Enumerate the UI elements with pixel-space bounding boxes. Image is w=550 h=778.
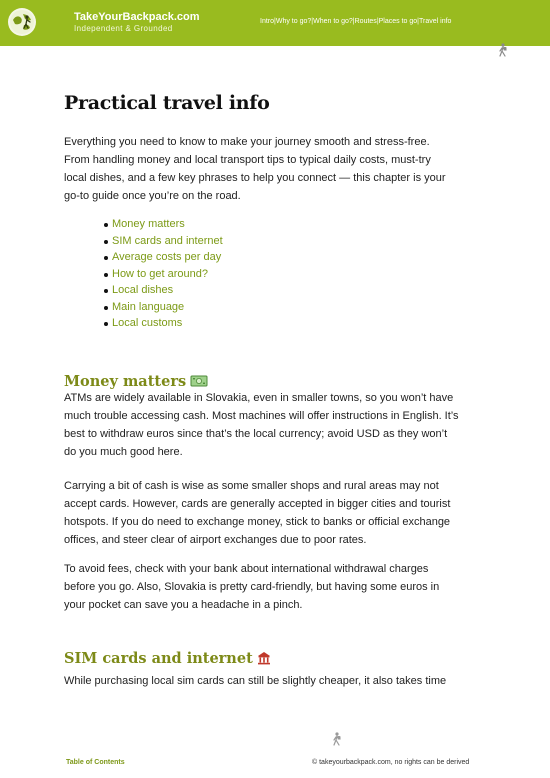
page-header [0,0,550,46]
text-line: offices, and steer clear of airport exchanges due to poor rates. [64,534,367,546]
brand-tagline: Independent & Grounded [74,24,173,33]
money-paragraph [64,560,496,614]
text-line: your pocket can save you a headache in a pinch. [64,599,303,611]
text-line: much trouble accessing cash. Most machines will offer instructions in English. It’s [64,410,459,422]
intro-paragraph [64,133,496,205]
nav-item-routes[interactable]: Routes [354,18,377,25]
sim-paragraph [64,672,496,690]
nav-item-places-to-go[interactable]: Places to go [378,18,418,25]
hiker-icon [497,43,509,57]
nav-item-intro[interactable]: Intro [260,18,275,25]
toc-link-main-language[interactable]: Main language [104,299,223,316]
nav-item-when-to-go[interactable]: When to go? [313,18,353,25]
nav-separator: | [311,18,314,25]
text-line: ATMs are widely available in Slovakia, even in smaller towns, so you won’t have [64,392,454,404]
text-line: Carrying a bit of cash is wise as some smaller shops and rural areas may not [64,480,439,492]
toc-link-average-costs[interactable]: Average costs per day [104,249,223,266]
top-nav [260,18,451,25]
text-line: do you much good here. [64,446,183,458]
toc-link-money-matters[interactable]: Money matters [104,216,223,233]
text-line: before you go. Also, Slovakia is pretty card-friendly, but having some euros in [64,581,440,593]
globe-hiker-logo-icon[interactable] [8,8,36,36]
toc-link-local-customs[interactable]: Local customs [104,315,223,332]
brand-name[interactable]: TakeYourBackpack.com [74,11,200,23]
bank-building-icon [257,651,271,669]
toc-link-local-dishes[interactable]: Local dishes [104,282,223,299]
nav-separator: | [274,18,276,25]
chapter-toc [104,216,223,332]
text-line: Everything you need to know to make your journey smooth and stress-free. [64,136,430,148]
page-title: Practical travel info [64,92,270,114]
section-heading-sim [64,650,271,669]
money-paragraph [64,389,496,461]
toc-link-sim-cards[interactable]: SIM cards and internet [104,233,223,250]
text-line: local dishes, and a few key phrases to help you connect — this chapter is your [64,172,446,184]
heading-text: Money matters [64,373,187,390]
nav-separator: | [417,18,419,25]
heading-text: SIM cards and internet [64,650,253,667]
text-line: From handling money and local transport tips to typical daily costs, must-try [64,154,431,166]
text-line: While purchasing local sim cards can still be slightly cheaper, it also takes time [64,675,447,687]
text-line: accept cards. However, cards are generally accepted in bigger cities and tourist [64,498,451,510]
hiker-icon [331,732,343,746]
table-of-contents-link[interactable]: Table of Contents [66,759,125,766]
nav-separator: | [352,18,355,25]
nav-item-travel-info[interactable]: Travel info [419,18,452,25]
nav-separator: | [376,18,379,25]
footer-copyright: © takeyourbackpack.com, no rights can be derived [312,759,470,766]
nav-item-why-to-go[interactable]: Why to go? [275,18,312,25]
money-paragraph [64,477,496,549]
text-line: best to withdraw euros since that’s the local currency; avoid USD as they won’t [64,428,448,440]
text-line: go-to guide once you’re on the road. [64,190,241,202]
toc-link-get-around[interactable]: How to get around? [104,266,223,283]
text-line: To avoid fees, check with your bank about international withdrawal charges [64,563,429,575]
text-line: hotspots. If you do need to exchange money, stick to banks or official exchange [64,516,451,528]
